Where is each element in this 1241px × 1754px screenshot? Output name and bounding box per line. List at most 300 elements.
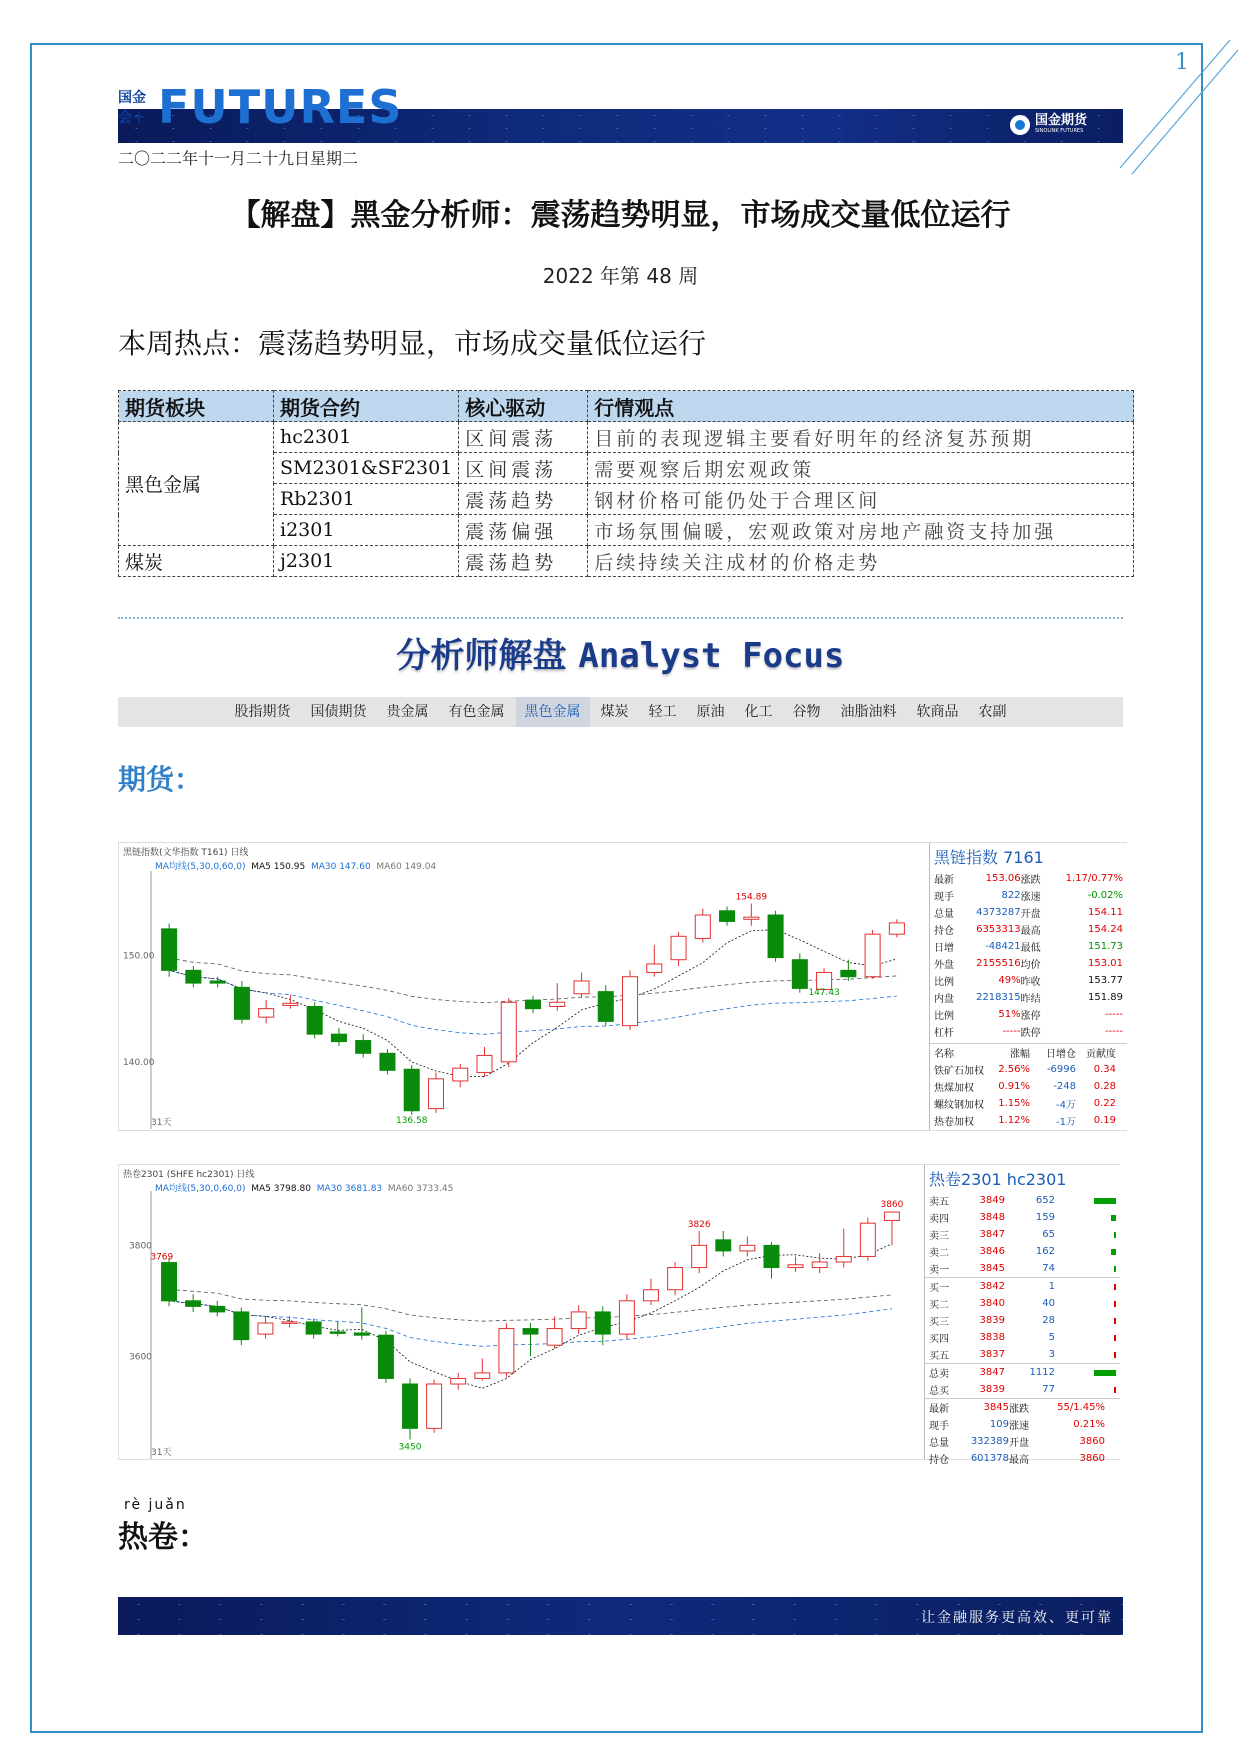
candle-body: [744, 917, 759, 919]
price-label: 3769: [150, 1252, 174, 1263]
stat-cell: 涨跌: [1009, 1404, 1029, 1415]
candle-body: [836, 1256, 851, 1262]
order-book-cell: 74: [1042, 1263, 1055, 1274]
order-book-row: [925, 1329, 1120, 1346]
order-book-cell: 卖三: [929, 1231, 949, 1242]
contract-cell: SM2301&SF2301: [274, 453, 459, 484]
quote-cell: 822: [1001, 890, 1021, 901]
chart-black-chain-index: [118, 842, 1127, 1131]
ma5-value: MA5 150.95: [251, 862, 306, 872]
order-book-cell: 77: [1042, 1384, 1055, 1395]
stat-cell: 现手: [929, 1421, 949, 1432]
order-book-cell: 159: [1035, 1212, 1055, 1223]
contrib-cell: 0.22: [1093, 1098, 1116, 1109]
volume-bar: [1094, 1370, 1116, 1376]
table-header: 期货合约: [274, 391, 459, 422]
candle-body: [574, 981, 589, 994]
driver-cell: 震荡偏强: [459, 515, 588, 546]
candle-body: [404, 1069, 419, 1110]
volume-bar: [1114, 1352, 1116, 1358]
order-book-row: [925, 1364, 1120, 1381]
page-number: 1: [1175, 50, 1189, 75]
quote-panel-2: [924, 1165, 1120, 1466]
quote-cell: 1.17/0.77%: [1065, 873, 1123, 884]
panel1-title: 黑链指数 7161: [934, 848, 1044, 867]
contrib-cell: 1.15%: [998, 1098, 1030, 1109]
quote-cell: 比例: [934, 977, 954, 988]
candle-body: [331, 1034, 346, 1041]
contrib-cell: 2.56%: [998, 1064, 1030, 1075]
contract-cell: hc2301: [274, 422, 459, 453]
hot-rolled-heading: 热卷：: [118, 1520, 208, 1555]
order-book-cell: 总卖: [929, 1369, 949, 1380]
volume-bar: [1114, 1284, 1116, 1290]
category-nav: [118, 697, 1123, 727]
quote-row: [930, 921, 1127, 938]
order-book-cell: 买二: [929, 1300, 949, 1311]
days-label: 31天: [151, 1448, 172, 1458]
order-book-cell: 652: [1035, 1195, 1055, 1206]
y-tick-label: 3800: [129, 1241, 152, 1252]
quote-cell: 153.77: [1088, 975, 1123, 986]
volume-bar: [1114, 1318, 1116, 1324]
low-price-label: 3450: [398, 1442, 422, 1453]
quote-row: [930, 972, 1127, 989]
candlestick-area-1: [119, 843, 929, 1130]
order-book-cell: 162: [1035, 1246, 1055, 1257]
quote-cell: 昨结: [1020, 994, 1041, 1005]
candle-body: [571, 1312, 586, 1329]
sector-cell: 黑色金属: [119, 422, 274, 546]
nav-item-9[interactable]: 谷物: [792, 704, 821, 720]
quote-cell: 涨跌: [1020, 875, 1041, 886]
sinolink-logo-en: SINOLINK FUTURES: [1035, 128, 1084, 134]
candle-body: [356, 1041, 371, 1054]
order-book-cell: 买五: [929, 1351, 949, 1362]
footer-slogan: 让金融服务更高效、更可靠: [921, 1610, 1113, 1626]
contrib-cell: 铁矿石加权: [934, 1066, 984, 1077]
order-book-cell: 3849: [979, 1195, 1005, 1206]
candle-body: [475, 1373, 490, 1379]
chart2-ma-legend: [155, 1181, 453, 1194]
stat-cell: 最新: [929, 1404, 949, 1415]
quote-cell: 2155516: [976, 958, 1021, 969]
quote-cell: 日增: [934, 943, 954, 954]
candle-body: [716, 1240, 731, 1251]
candle-body: [695, 915, 710, 938]
candle-body: [258, 1323, 273, 1334]
candle-body: [598, 992, 613, 1022]
quote-cell: -----: [1104, 1026, 1123, 1037]
nav-item-2[interactable]: 贵金属: [386, 704, 429, 720]
order-book-cell: 5: [1048, 1332, 1055, 1343]
quote-cell: 现手: [934, 892, 954, 903]
volume-bar: [1114, 1387, 1116, 1393]
quote-cell: 151.73: [1088, 941, 1123, 952]
quote-cell: 均价: [1020, 960, 1041, 971]
quote-cell: 最新: [934, 875, 954, 886]
candle-body: [162, 929, 177, 970]
quote-cell: 49%: [998, 975, 1021, 986]
quote-cell: 151.89: [1088, 992, 1123, 1003]
nav-item-4[interactable]: 黑色金属: [516, 697, 590, 727]
contrib-header-row: [930, 1044, 1127, 1061]
quote-cell: 涨速: [1020, 892, 1041, 903]
contrib-cell: 0.19: [1093, 1115, 1116, 1126]
order-book-cell: 3839: [979, 1315, 1005, 1326]
footer-band: [118, 1597, 1123, 1635]
ma5-line: [169, 1244, 892, 1389]
candle-body: [210, 1306, 225, 1312]
order-book-cell: 买一: [929, 1283, 949, 1294]
candle-body: [550, 1002, 565, 1006]
nav-item-3[interactable]: 有色金属: [448, 704, 505, 720]
stat-row: [925, 1399, 1120, 1416]
view-cell: 市场氛围偏暖，宏观政策对房地产融资支持加强: [588, 515, 1134, 546]
ma60-value: MA60 149.04: [376, 862, 437, 872]
candle-body: [403, 1384, 418, 1428]
view-cell: 钢材价格可能仍处于合理区间: [588, 484, 1134, 515]
stat-cell: 332389: [970, 1436, 1009, 1447]
contrib-cell: 热卷加权: [934, 1117, 974, 1128]
candle-body: [282, 1322, 297, 1324]
pinyin-annotation: rè juǎn: [124, 1497, 187, 1513]
candlestick-chart-1: [119, 843, 929, 1130]
sinolink-logo-icon: [1010, 115, 1030, 135]
quote-row: [930, 989, 1127, 1006]
candlestick-area-2: [119, 1165, 924, 1459]
ma-label: MA均线(5,30,0,60,0): [155, 862, 246, 872]
order-book-cell: 卖四: [929, 1214, 949, 1225]
candle-body: [644, 1290, 659, 1301]
quote-cell: 开盘: [1020, 909, 1041, 920]
contract-cell: j2301: [274, 546, 459, 577]
contract-cell: i2301: [274, 515, 459, 546]
candle-body: [428, 1079, 443, 1109]
candle-body: [186, 1301, 201, 1307]
driver-cell: 区间震荡: [459, 453, 588, 484]
quote-cell: 最高: [1020, 926, 1041, 937]
contrib-row: [930, 1112, 1127, 1129]
candle-body: [330, 1332, 345, 1334]
driver-cell: 震荡趋势: [459, 484, 588, 515]
quote-row: [930, 955, 1127, 972]
order-book-cell: 总买: [929, 1386, 949, 1397]
quote-cell: 51%: [998, 1009, 1021, 1020]
quote-cell: 最低: [1020, 943, 1041, 954]
quote-cell: 持仓: [934, 926, 954, 937]
view-cell: 后续持续关注成材的价格走势: [588, 546, 1134, 577]
volume-bar: [1114, 1301, 1116, 1307]
nav-item-8[interactable]: 化工: [744, 704, 773, 720]
quote-cell: 总量: [934, 909, 954, 920]
candle-body: [865, 934, 880, 977]
candle-body: [523, 1329, 538, 1335]
ma30-value: MA30 3681.83: [316, 1184, 383, 1194]
contrib-cell: 螺纹钢加权: [934, 1100, 984, 1111]
stat-cell: 涨速: [1009, 1421, 1029, 1432]
candle-body: [451, 1378, 466, 1384]
candle-body: [595, 1312, 610, 1334]
contrib-header: 日增仓: [1046, 1049, 1076, 1060]
futures-heading: 期货：: [118, 763, 203, 796]
quote-cell: 154.11: [1088, 907, 1123, 918]
order-book-cell: 卖一: [929, 1265, 949, 1276]
candle-body: [427, 1384, 442, 1428]
quote-cell: 跌停: [1020, 1028, 1041, 1039]
brand-en-logo: FUTURES: [158, 80, 403, 134]
quote-cell: 涨停: [1020, 1011, 1041, 1022]
candle-body: [647, 964, 662, 973]
y-tick-label: 140.00: [123, 1057, 155, 1068]
candle-body: [525, 1000, 540, 1009]
quote-cell: -0.02%: [1087, 890, 1123, 901]
quote-cell: 154.24: [1088, 924, 1123, 935]
stat-cell: 3860: [1079, 1436, 1105, 1447]
stat-cell: 最高: [1009, 1455, 1029, 1466]
driver-cell: 区间震荡: [459, 422, 588, 453]
quote-row: [930, 870, 1127, 887]
order-book-cell: 28: [1042, 1315, 1055, 1326]
report-date: 二〇二二年十一月二十九日星期二: [118, 149, 359, 168]
candle-body: [499, 1329, 514, 1373]
stat-cell: 55/1.45%: [1057, 1402, 1105, 1413]
nav-item-10[interactable]: 油脂油料: [840, 704, 897, 720]
ma-label: MA均线(5,30,0,60,0): [155, 1184, 246, 1194]
contrib-header: 贡献度: [1086, 1049, 1116, 1060]
order-book-row: [925, 1243, 1120, 1260]
ma30-value: MA30 147.60: [310, 862, 371, 872]
order-book-cell: 卖二: [929, 1248, 949, 1259]
candle-body: [186, 970, 201, 983]
candle-body: [841, 970, 856, 976]
order-book-cell: 3: [1048, 1349, 1055, 1360]
stat-cell: 总量: [929, 1438, 949, 1449]
candle-body: [259, 1009, 274, 1018]
order-book-cell: 40: [1042, 1298, 1055, 1309]
candle-body: [619, 1301, 634, 1334]
quote-cell: 2218315: [976, 992, 1021, 1003]
quote-cell: -48421: [985, 941, 1021, 952]
order-book-row: [925, 1226, 1120, 1243]
order-book-cell: 卖五: [929, 1197, 949, 1208]
view-cell: 需要观察后期宏观政策: [588, 453, 1134, 484]
contrib-header: 涨幅: [1010, 1049, 1030, 1060]
quote-cell: 昨收: [1020, 977, 1041, 988]
volume-bar: [1114, 1335, 1116, 1341]
order-book-cell: 3840: [979, 1298, 1005, 1309]
order-book-cell: 3837: [979, 1349, 1005, 1360]
contrib-row: [930, 1095, 1127, 1112]
price-label: 3826: [687, 1219, 711, 1230]
quote-cell: -----: [1002, 1026, 1021, 1037]
candle-body: [764, 1245, 779, 1267]
analyst-focus-en: Analyst Focus: [578, 636, 845, 676]
chart-hot-rolled-coil: [118, 1164, 1120, 1466]
candle-body: [692, 1245, 707, 1267]
contract-cell: Rb2301: [274, 484, 459, 515]
contrib-cell: 0.34: [1093, 1064, 1116, 1075]
order-book-row: [925, 1312, 1120, 1329]
candlestick-chart-2: [119, 1165, 924, 1459]
stat-row: [925, 1450, 1120, 1467]
order-book-cell: 1: [1048, 1281, 1055, 1292]
candle-body: [307, 1007, 322, 1035]
quote-row: [930, 904, 1127, 921]
quote-row: [930, 1006, 1127, 1023]
nav-item-0[interactable]: 股指期货: [234, 704, 291, 720]
candle-body: [380, 1053, 395, 1070]
chart2-header: 热卷2301 (SHFE hc2301) 日线: [123, 1170, 255, 1180]
candle-body: [354, 1333, 369, 1335]
high-price-label: 3860: [880, 1200, 904, 1211]
nav-item-12[interactable]: 农副: [978, 704, 1007, 720]
order-book-row: [925, 1278, 1120, 1295]
quote-cell: 6353313: [976, 924, 1021, 935]
nav-item-11[interactable]: 软商品: [916, 704, 959, 720]
candle-body: [740, 1245, 755, 1251]
quote-cell: 内盘: [934, 994, 954, 1005]
quote-cell: 153.06: [985, 873, 1021, 884]
candle-body: [477, 1055, 492, 1072]
stat-row: [925, 1416, 1120, 1433]
quote-panel-1: [929, 843, 1127, 1130]
candle-body: [792, 960, 807, 989]
candle-body: [162, 1263, 177, 1301]
order-book-cell: 买三: [929, 1317, 949, 1328]
driver-cell: 震荡趋势: [459, 546, 588, 577]
order-book-cell: 65: [1042, 1229, 1055, 1240]
contrib-cell: 0.28: [1093, 1081, 1116, 1092]
ma5-value: MA5 3798.80: [251, 1184, 311, 1194]
stat-cell: 601378: [970, 1453, 1009, 1464]
nav-item-7[interactable]: 原油: [696, 704, 725, 720]
order-book-cell: 3847: [979, 1367, 1005, 1378]
candle-body: [378, 1335, 393, 1378]
quote-cell: 153.01: [1088, 958, 1123, 969]
section-divider: [118, 617, 1123, 619]
quote-row: [930, 938, 1127, 955]
table-header: 期货板块: [119, 391, 274, 422]
order-book-row: [925, 1295, 1120, 1312]
nav-item-1[interactable]: 国债期货: [310, 704, 367, 720]
candle-body: [671, 936, 686, 959]
weekly-hotspot: 本周热点：震荡趋势明显，市场成交量低位运行: [118, 327, 707, 360]
contrib-row: [930, 1061, 1127, 1078]
stat-cell: 3845: [983, 1402, 1009, 1413]
analyst-focus-cn: 分析师解盘: [396, 636, 567, 676]
candle-body: [788, 1265, 803, 1268]
candle-body: [234, 1312, 249, 1340]
order-book-cell: 3848: [979, 1212, 1005, 1223]
candle-body: [547, 1329, 562, 1346]
quote-cell: -----: [1104, 1009, 1123, 1020]
candle-body: [453, 1068, 468, 1081]
low-price-label: 147.43: [808, 987, 840, 998]
chart1-header: 黑链指数(文华指数 T161) 日线: [123, 848, 249, 858]
order-book-cell: 3839: [979, 1384, 1005, 1395]
quote-cell: 杠杆: [934, 1028, 954, 1039]
stat-cell: 持仓: [929, 1455, 949, 1466]
candle-body: [768, 915, 783, 958]
contrib-cell: -1万: [1056, 1117, 1076, 1128]
chart1-ma-legend: [155, 859, 436, 872]
volume-bar: [1111, 1249, 1116, 1255]
order-book-cell: 3846: [979, 1246, 1005, 1257]
candle-body: [860, 1223, 875, 1256]
order-book-row: [925, 1346, 1120, 1363]
candle-body: [668, 1268, 683, 1290]
view-cell: 目前的表现逻辑主要看好明年的经济复苏预期: [588, 422, 1134, 453]
order-book-cell: 3845: [979, 1263, 1005, 1274]
stat-cell: 0.21%: [1073, 1419, 1105, 1430]
contrib-cell: 焦煤加权: [934, 1083, 974, 1094]
nav-item-5[interactable]: 煤炭: [600, 704, 629, 720]
high-price-label: 154.89: [735, 892, 768, 903]
ma60-line: [169, 1289, 892, 1321]
order-book-cell: 买四: [929, 1334, 949, 1345]
order-book-row: [925, 1260, 1120, 1277]
table-header: 行情观点: [588, 391, 1134, 422]
report-week: 2022 年第 48 周: [542, 264, 699, 288]
sector-cell: 煤炭: [119, 546, 274, 577]
y-tick-label: 150.00: [123, 951, 155, 962]
order-book-cell: 3847: [979, 1229, 1005, 1240]
order-book-cell: 3842: [979, 1281, 1005, 1292]
stat-cell: 开盘: [1009, 1438, 1029, 1449]
volume-bar: [1094, 1198, 1116, 1204]
table-header-row: [119, 391, 1134, 422]
candle-body: [889, 923, 904, 934]
sinolink-logo: [1010, 114, 1087, 135]
candle-body: [210, 981, 225, 983]
contrib-cell: -248: [1053, 1081, 1076, 1092]
analyst-focus-title: [0, 628, 1241, 677]
stat-cell: 109: [989, 1419, 1009, 1430]
days-label: 31天: [151, 1118, 172, 1128]
order-book-row: [925, 1192, 1120, 1209]
stat-cell: 3860: [1079, 1453, 1105, 1464]
candle-body: [501, 1002, 516, 1062]
nav-item-6[interactable]: 轻工: [648, 704, 677, 720]
sinolink-logo-cn: 国金期货: [1035, 113, 1088, 128]
stat-row: [925, 1433, 1120, 1450]
volume-bar: [1111, 1215, 1116, 1221]
order-book-cell: 3838: [979, 1332, 1005, 1343]
contrib-cell: 1.12%: [998, 1115, 1030, 1126]
order-book-cell: 1112: [1029, 1367, 1055, 1378]
quote-row: [930, 1023, 1127, 1040]
summary-table: [118, 390, 1134, 577]
low-price-label: 136.58: [395, 1116, 428, 1126]
ma60-value: MA60 3733.45: [387, 1184, 454, 1194]
candle-body: [812, 1262, 827, 1268]
contrib-header: 名称: [934, 1049, 954, 1060]
table-row: [119, 546, 1134, 577]
panel2-title: 热卷2301 hc2301: [929, 1170, 1067, 1189]
contrib-cell: -6996: [1046, 1064, 1076, 1075]
volume-bar: [1114, 1266, 1116, 1272]
contrib-cell: -4万: [1056, 1100, 1076, 1111]
candle-body: [623, 977, 638, 1026]
y-tick-label: 3600: [129, 1352, 152, 1363]
order-book-row: [925, 1381, 1120, 1398]
order-book-row: [925, 1209, 1120, 1226]
quote-row: [930, 887, 1127, 904]
candle-body: [884, 1212, 899, 1220]
candle-body: [720, 911, 735, 922]
table-header: 核心驱动: [459, 391, 588, 422]
